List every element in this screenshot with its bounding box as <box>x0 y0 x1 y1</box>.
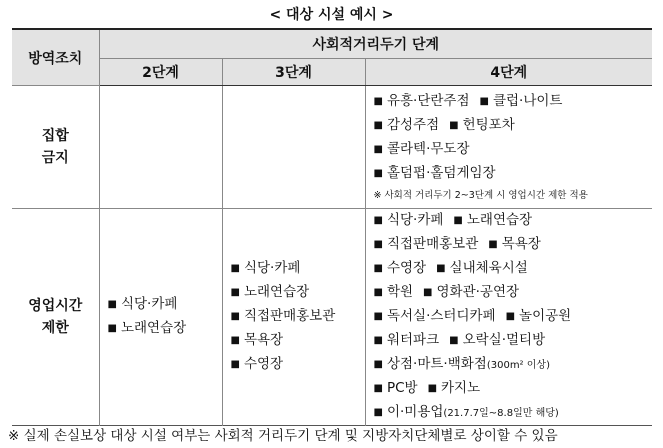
list-item: ■ 워터파크 ■ 오락실·멀티방 <box>373 332 546 348</box>
header-stage-2: 2단계 <box>99 59 222 86</box>
header-distancing-stage: 사회적거리두기 단계 <box>99 29 652 59</box>
list-item: ■ 노래연습장 <box>107 320 187 336</box>
list-item: ■ 감성주점 ■ 헌팅포차 <box>373 117 515 133</box>
ban-stage-note: ※ 사회적 거리두기 2~3단계 시 영업시간 제한 적용 <box>373 190 588 201</box>
list-item: ■ 식당·카페 ■ 노래연습장 <box>373 212 533 228</box>
list-item: ■ 홀덤펍·홀덤게임장 <box>373 165 496 181</box>
ban-stage-2-cell <box>99 86 222 209</box>
page-title: < 대상 시설 예시 > <box>269 7 394 23</box>
list-item: ■ PC방 ■ 카지노 <box>373 380 481 396</box>
list-item: ■ 상점·마트·백화점(300m² 이상) <box>373 356 550 372</box>
list-item: ■ 독서실·스터디카페 ■ 놀이공원 <box>373 308 572 324</box>
hours-stage-2-cell <box>99 209 222 426</box>
hours-stage-4-cell <box>365 209 652 426</box>
list-item: ■ 직접판매홍보관 ■ 목욕장 <box>373 236 541 252</box>
header-stage-4: 4단계 <box>365 59 652 86</box>
facility-table <box>12 28 652 426</box>
ban-stage-3-cell <box>222 86 365 209</box>
list-item: ■ 직접판매홍보관 <box>230 308 336 324</box>
header-stage-3: 3단계 <box>222 59 365 86</box>
list-item: ■ 수영장 ■ 실내체육시설 <box>373 260 528 276</box>
ban-stage-4-list <box>366 90 653 186</box>
row-label-hours: 영업시간 제한 <box>12 209 99 426</box>
table-row-ban <box>12 86 652 209</box>
list-item: ■ 노래연습장 <box>230 284 310 300</box>
list-item: ■ 식당·카페 <box>230 260 301 276</box>
hours-stage-4-list <box>366 209 653 425</box>
header-measure: 방역조치 <box>12 29 99 86</box>
footnote: ※ 실제 손실보상 대상 시설 여부는 사회적 거리두기 단계 및 지방자치단체별로 상이할 수 있음 <box>8 428 558 444</box>
hours-stage-3-cell <box>222 209 365 426</box>
row-label-ban: 집합 금지 <box>12 86 99 209</box>
hours-stage-3-list <box>223 257 365 377</box>
list-item: ■ 학원 ■ 영화관·공연장 <box>373 284 520 300</box>
list-item: ■ 이·미용업(21.7.7일~8.8일만 해당) <box>373 404 559 420</box>
list-item: ■ 유흥·단란주점 ■ 클럽·나이트 <box>373 93 563 109</box>
hours-stage-2-list <box>100 293 222 341</box>
list-item: ■ 수영장 <box>230 356 284 372</box>
ban-stage-4-cell <box>365 86 652 209</box>
table-row-hours <box>12 209 652 426</box>
list-item: ■ 목욕장 <box>230 332 284 348</box>
list-item: ■ 콜라텍·무도장 <box>373 141 470 157</box>
list-item: ■ 식당·카페 <box>107 296 178 312</box>
